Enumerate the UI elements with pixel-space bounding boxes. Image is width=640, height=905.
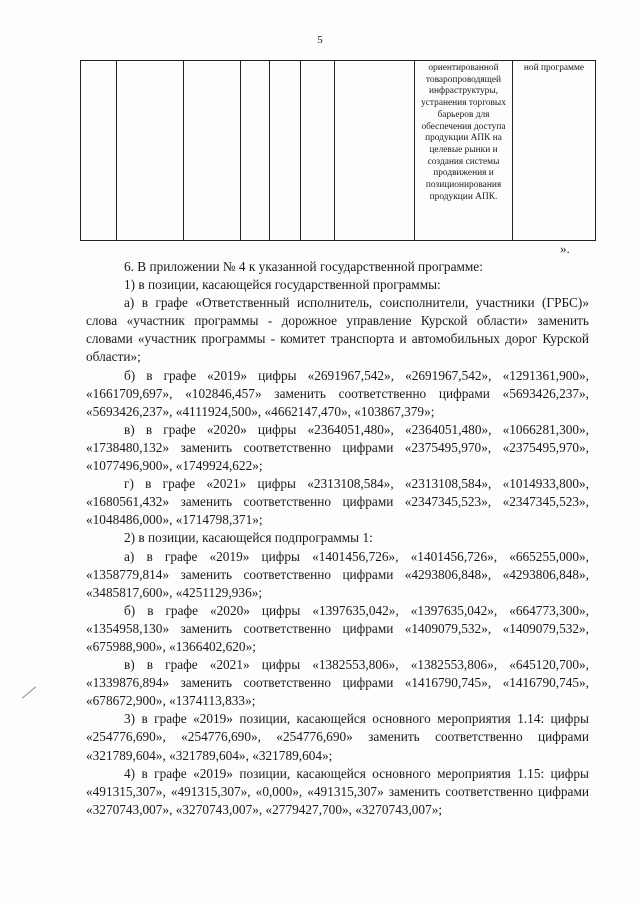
table-cell-7 — [335, 61, 415, 241]
table-cell-3 — [184, 61, 241, 241]
closing-quote: ». — [560, 241, 570, 256]
table-cell-8: ориентированной товаропроводящей инфраструктуры, устранения торговых барьеров для обеспечения доступа продукции АПК на целевые рынки и создания системы продвижения и позиционирования продукции АПК. — [415, 61, 513, 241]
paragraph-v-2020: в) в графе «2020» цифры «2364051,480», «2364051,480», «1066281,300», «1738480,132» заменить соответственно цифрами «2375495,970», «2375495,970», «1077496,900», «1749924,622»; — [86, 421, 589, 474]
paragraph-position-program: 1) в позиции, касающейся государственной программы: — [124, 277, 441, 293]
paragraph-a-2019-sub1: а) в графе «2019» цифры «1401456,726», «1401456,726», «665255,000», «1358779,814» заменить соответственно цифрами «4293806,848», «4293806,848», «3485817,600», «4251129,936»; — [86, 548, 589, 600]
document-body — [86, 258, 589, 819]
paragraph-event-1-14: 3) в графе «2019» позиции, касающейся основного мероприятия 1.14: цифры «254776,690», «254776,690», «254776,690» заменить соответственно цифрами «321789,604», «321789,604», «321789,604»; — [86, 711, 589, 763]
table-cell-9: ной программе — [513, 61, 596, 241]
table-fragment — [80, 60, 596, 241]
paragraph-b-2020-sub1: б) в графе «2020» цифры «1397635,042», «1397635,042», «664773,300», «1354958,130» заменить соответственно цифрами «1409079,532», «1409079,532», «675988,900», «1366402,620»; — [86, 602, 589, 654]
table-cell-5 — [270, 61, 301, 241]
paragraph-b-2019: б) в графе «2019» цифры «2691967,542», «2691967,542», «1291361,900», «1661709,697», «102846,457» заменить соответственно цифрами «5693426,237», «5693426,237», «4111924,500», «4662147,470», «103867,379»; — [86, 367, 589, 419]
paragraph-item-6: 6. В приложении № 4 к указанной государственной программе: — [124, 259, 483, 274]
paragraph-event-1-15: 4) в графе «2019» позиции, касающейся основного мероприятия 1.15: цифры «491315,307», «491315,307», «0,000», «491315,307» заменить соответственно цифрами «3270743,007», «3270743,007», «2779427,700», «3270743,007»; — [86, 765, 589, 817]
paragraph-a-responsible: а) в графе «Ответственный исполнитель, соисполнители, участники (ГРБС)» слова «участник программы - дорожное управление Курской области» заменить словами «участник программы - комитет транспорта и автомобильных дорог Курской области»; — [86, 295, 589, 365]
page-number: 5 — [317, 34, 323, 46]
paragraph-v-2021-sub1: в) в графе «2021» цифры «1382553,806», «1382553,806», «645120,700», «1339876,894» заменить соответственно цифрами «1416790,745», «1416790,745», «678672,900», «1374113,833»; — [86, 657, 589, 709]
table-cell-6 — [301, 61, 335, 241]
table-row — [81, 61, 596, 241]
paragraph-subprogram-1: 2) в позиции, касающейся подпрограммы 1: — [124, 530, 373, 546]
table-cell-1 — [81, 61, 117, 241]
table-cell-4 — [241, 61, 270, 241]
table-cell-2 — [117, 61, 184, 241]
paragraph-g-2021: г) в графе «2021» цифры «2313108,584», «2313108,584», «1014933,800», «1680561,432» заменить соответственно цифрами «2347345,523», «2347345,523», «1048486,000», «1714798,371»; — [86, 476, 589, 528]
margin-mark — [22, 686, 36, 698]
